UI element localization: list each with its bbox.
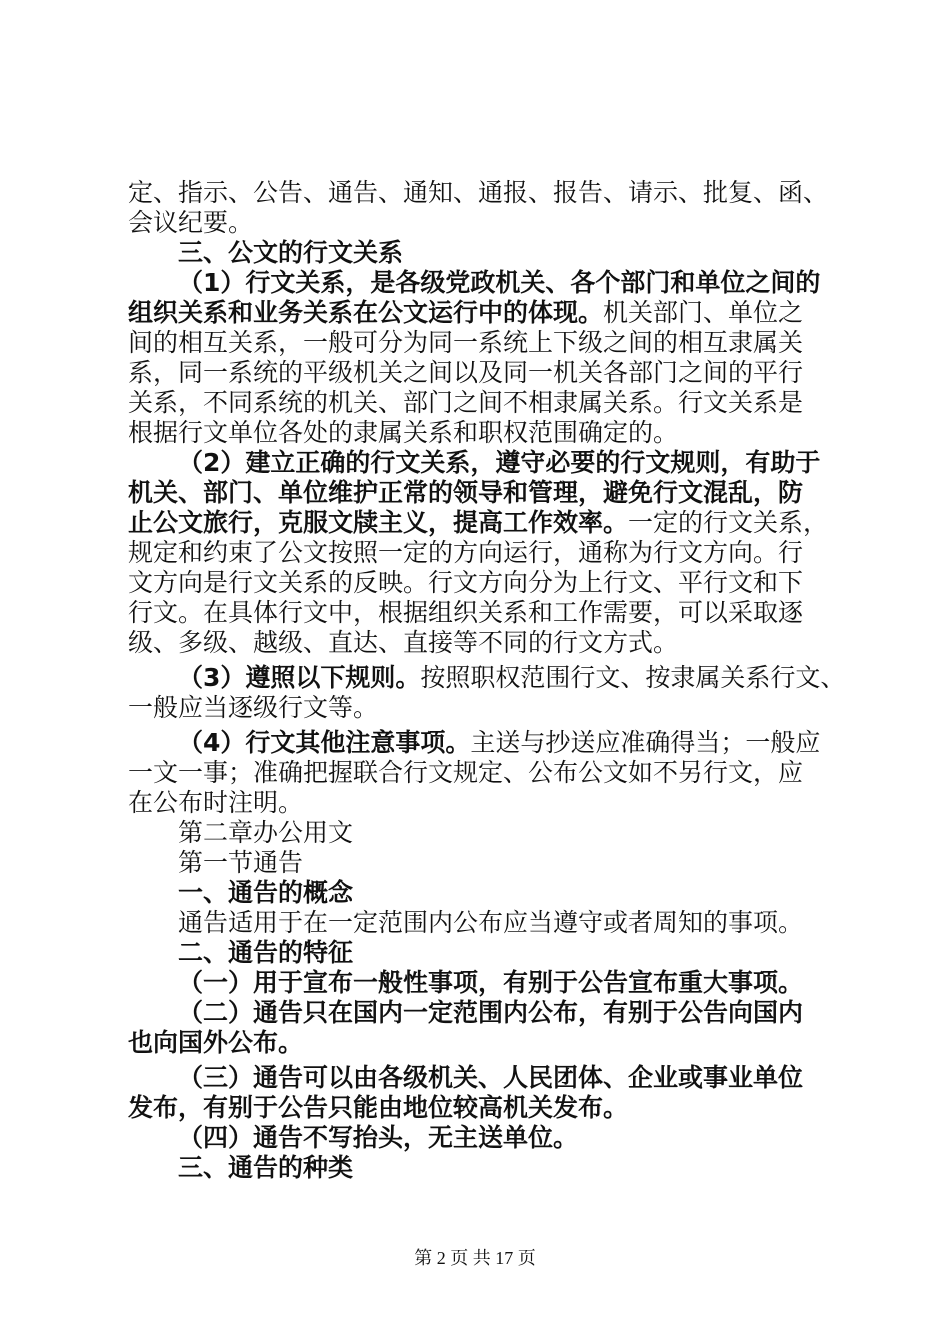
body-line: （二）通告只在国内一定范围内公布，有别于公告向国内 [178, 998, 804, 1027]
body-line: （四）通告不写抬头，无主送单位。 [178, 1123, 579, 1152]
body-line: 根据行文单位各处的隶属关系和职权范围确定的。 [128, 418, 679, 447]
section-heading: 三、公文的行文关系 [178, 238, 404, 267]
body-line: 规定和约束了公文按照一定的方向运行，通称为行文方向。行 [128, 538, 804, 567]
body-line: 发布，有别于公告只能由地位较高机关发布。 [128, 1093, 629, 1122]
subsection-heading: 三、通告的种类 [178, 1153, 354, 1182]
body-line: 行文。在具体行文中，根据组织关系和工作需要，可以采取逐 [128, 598, 804, 627]
body-line: 文方向是行文关系的反映。行文方向分为上行文、平行文和下 [128, 568, 804, 597]
page-number: 第 2 页 共 17 页 [414, 1248, 536, 1268]
body-line: （三）通告可以由各级机关、人民团体、企业或事业单位 [178, 1063, 804, 1092]
subsection-heading: 二、通告的特征 [178, 938, 354, 967]
body-line: 会议纪要。 [128, 208, 254, 237]
body-line: 一文一事；准确把握联合行文规定、公布公文如不另行文，应 [128, 758, 804, 787]
body-line: （2）建立正确的行文关系，遵守必要的行文规则，有助于 [178, 448, 821, 477]
body-line: 止公文旅行，克服文牍主义，提高工作效率。一定的行文关系， [128, 508, 829, 537]
body-line: 定、指示、公告、通告、通知、通报、报告、请示、批复、函、 [128, 178, 829, 207]
body-line: （一）用于宣布一般性事项，有别于公告宣布重大事项。 [178, 968, 804, 997]
body-line: 组织关系和业务关系在公文运行中的体现。机关部门、单位之 [128, 298, 804, 327]
body-line: 机关、部门、单位维护正常的领导和管理，避免行文混乱，防 [128, 478, 804, 507]
body-line: （1）行文关系，是各级党政机关、各个部门和单位之间的 [178, 268, 821, 297]
body-line: 间的相互关系，一般可分为同一系统上下级之间的相互隶属关 [128, 328, 804, 357]
body-line: （4）行文其他注意事项。主送与抄送应准确得当；一般应 [178, 728, 821, 757]
body-line: 也向国外公布。 [128, 1028, 304, 1057]
body-line: （3）遵照以下规则。按照职权范围行文、按隶属关系行文、 [178, 663, 846, 692]
body-line: 系，同一系统的平级机关之间以及同一机关各部门之间的平行 [128, 358, 804, 387]
body-line: 在公布时注明。 [128, 788, 304, 817]
body-line: 一般应当逐级行文等。 [128, 693, 379, 722]
section-heading: 第一节通告 [178, 848, 304, 877]
body-line: 关系，不同系统的机关、部门之间不相隶属关系。行文关系是 [128, 388, 804, 417]
body-line: 通告适用于在一定范围内公布应当遵守或者周知的事项。 [178, 908, 804, 937]
body-line: 级、多级、越级、直达、直接等不同的行文方式。 [128, 628, 679, 657]
subsection-heading: 一、通告的概念 [178, 878, 354, 907]
chapter-heading: 第二章办公用文 [178, 818, 354, 847]
